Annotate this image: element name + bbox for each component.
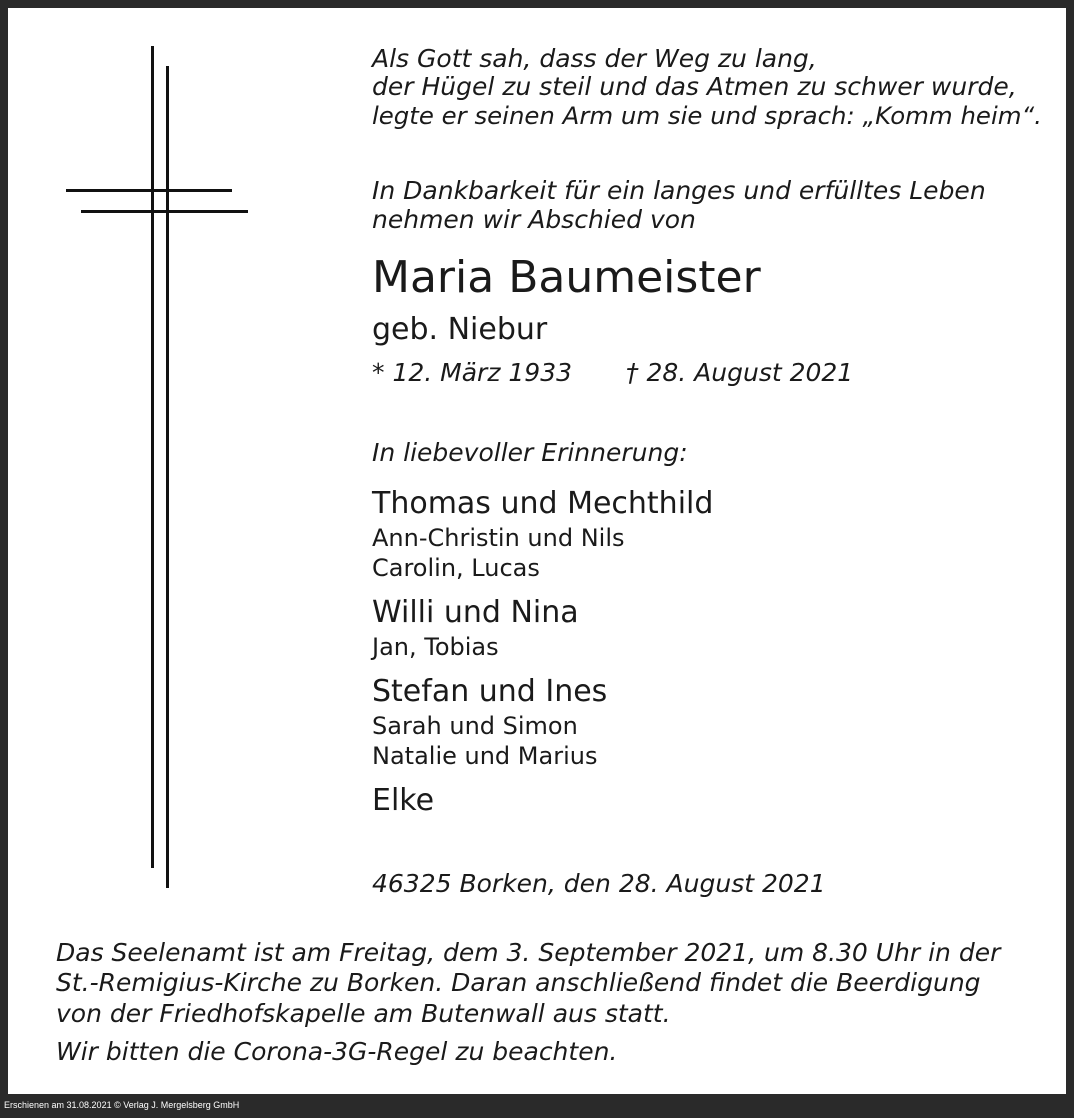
corona-note: Wir bitten die Corona-3G-Regel zu beachten.	[56, 1037, 618, 1066]
cross-vertical-line-left	[151, 46, 154, 868]
verse-line-1: Als Gott sah, dass der Weg zu lang,	[372, 44, 817, 73]
death-date: † 28. August 2021	[626, 358, 854, 387]
obituary-notice	[8, 8, 1066, 1094]
family-child: Natalie und Marius	[372, 742, 598, 770]
family-parents: Elke	[372, 783, 435, 818]
service-line-2: St.-Remigius-Kirche zu Borken. Daran anschließend findet die Beerdigung	[56, 968, 981, 997]
family-child: Sarah und Simon	[372, 712, 578, 740]
place-date: 46325 Borken, den 28. August 2021	[372, 869, 826, 898]
memory-heading: In liebevoller Erinnerung:	[372, 438, 688, 467]
cross-horizontal-line-bottom	[81, 210, 248, 213]
birth-date: * 12. März 1933	[372, 358, 573, 387]
family-parents: Willi und Nina	[372, 595, 579, 630]
service-line-3: von der Friedhofskapelle am Butenwall aus statt.	[56, 999, 671, 1028]
family-parents: Stefan und Ines	[372, 674, 608, 709]
intro-line-2: nehmen wir Abschied von	[372, 205, 696, 234]
deceased-name: Maria Baumeister	[372, 252, 761, 303]
deceased-maiden-name: geb. Niebur	[372, 312, 548, 347]
family-child: Jan, Tobias	[372, 633, 499, 661]
family-child: Carolin, Lucas	[372, 554, 540, 582]
intro-line-1: In Dankbarkeit für ein langes und erfülltes Leben	[372, 176, 986, 205]
family-child: Ann-Christin und Nils	[372, 524, 625, 552]
verse-line-2: der Hügel zu steil und das Atmen zu schwer wurde,	[372, 72, 1017, 101]
verse-line-3: legte er seinen Arm um sie und sprach: „Komm heim“.	[372, 101, 1042, 130]
cross-horizontal-line-top	[66, 189, 232, 192]
family-parents: Thomas und Mechthild	[372, 486, 714, 521]
publication-footer: Erschienen am 31.08.2021 © Verlag J. Mergelsberg GmbH	[4, 1100, 240, 1110]
service-line-1: Das Seelenamt ist am Freitag, dem 3. September 2021, um 8.30 Uhr in der	[56, 938, 1001, 967]
